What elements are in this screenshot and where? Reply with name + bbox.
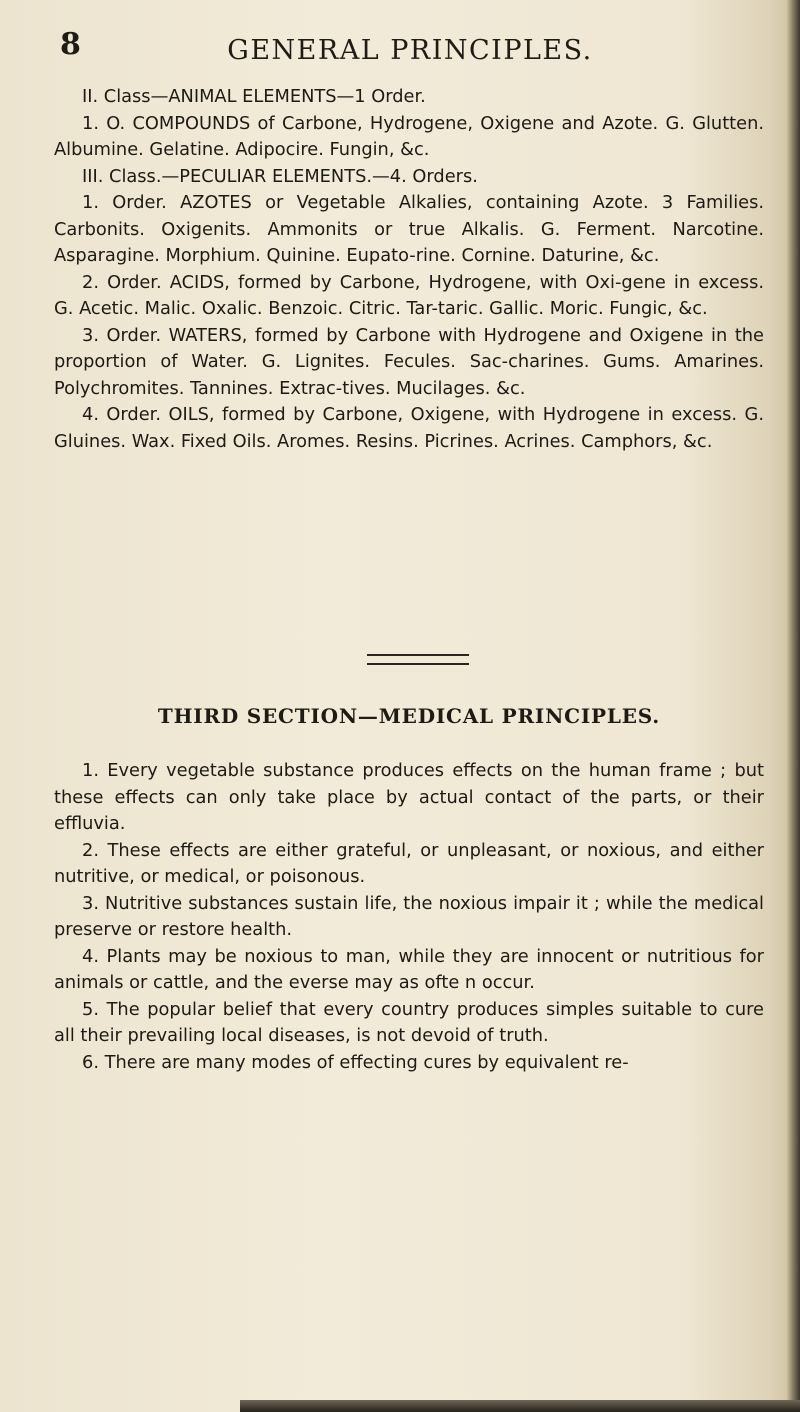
- principle-2: 2. These effects are either grateful, or unpleasant, or noxious, and either nutritive, or medical, or poisonous.: [54, 839, 764, 887]
- principle-6: 6. There are many modes of effecting cures by equivalent re-: [82, 1051, 629, 1073]
- section-heading: THIRD SECTION—MEDICAL PRINCIPLES.: [157, 704, 661, 728]
- section-two-text: [54, 84, 764, 455]
- principle-1: 1. Every vegetable substance produces effects on the human frame ; but these effects can only take place by actual contact of the parts, or their effluvia.: [54, 760, 764, 834]
- page-header: [60, 27, 760, 70]
- principle-5: 5. The popular belief that every country produces simples suitable to cure all their prevailing local diseases, is not devoid of truth.: [54, 998, 764, 1046]
- paragraph-azotes: 1. Order. AZOTES or Vegetable Alkalies, containing Azote. 3 Families. Carbonits. Oxigenits. Ammonits or true Alkalis. G. Ferment. Narcotine. Asparagine. Morphium. Quinine. Eupato-rine. Cornine. Daturine, &c.: [54, 192, 764, 266]
- principle-4: 4. Plants may be noxious to man, while they are innocent or nutritious for animals or cattle, and the everse may as ofte n occur.: [54, 945, 764, 993]
- paragraph-compounds: 1. O. COMPOUNDS of Carbone, Hydrogene, Oxigene and Azote. G. Glutten. Albumine. Gelatine. Adipocire. Fungin, &c.: [54, 112, 764, 160]
- page-edge-shadow: [786, 0, 800, 1412]
- principle-3: 3. Nutritive substances sustain life, the noxious impair it ; while the medical preserve or restore health.: [54, 892, 764, 940]
- class-heading-animal: II. Class—ANIMAL ELEMENTS—1 Order.: [82, 86, 426, 107]
- paragraph-oils: 4. Order. OILS, formed by Carbone, Oxigene, with Hydrogene in excess. G. Gluines. Wax. Fixed Oils. Aromes. Resins. Picrines. Acrines. Camphors, &c.: [54, 404, 764, 452]
- page-number: 8: [60, 27, 81, 62]
- class-heading-peculiar: III. Class.—PECULIAR ELEMENTS.—4. Orders.: [82, 165, 478, 187]
- section-divider: [367, 654, 469, 665]
- section-three-text: [54, 758, 764, 1076]
- paragraph-waters: 3. Order. WATERS, formed by Carbone with Hydrogene and Oxigene in the proportion of Water. G. Lignites. Fecules. Sac-charines. Gums. Amarines. Polychromites. Tannines. Extrac-tives. Mucilages. &c.: [54, 324, 764, 399]
- bottom-edge-shadow: [240, 1400, 800, 1412]
- running-head: GENERAL PRINCIPLES.: [227, 35, 593, 66]
- paragraph-acids: 2. Order. ACIDS, formed by Carbone, Hydrogene, with Oxi-gene in excess. G. Acetic. Malic. Oxalic. Benzoic. Citric. Tar-taric. Gallic. Moric. Fungic, &c.: [54, 271, 764, 319]
